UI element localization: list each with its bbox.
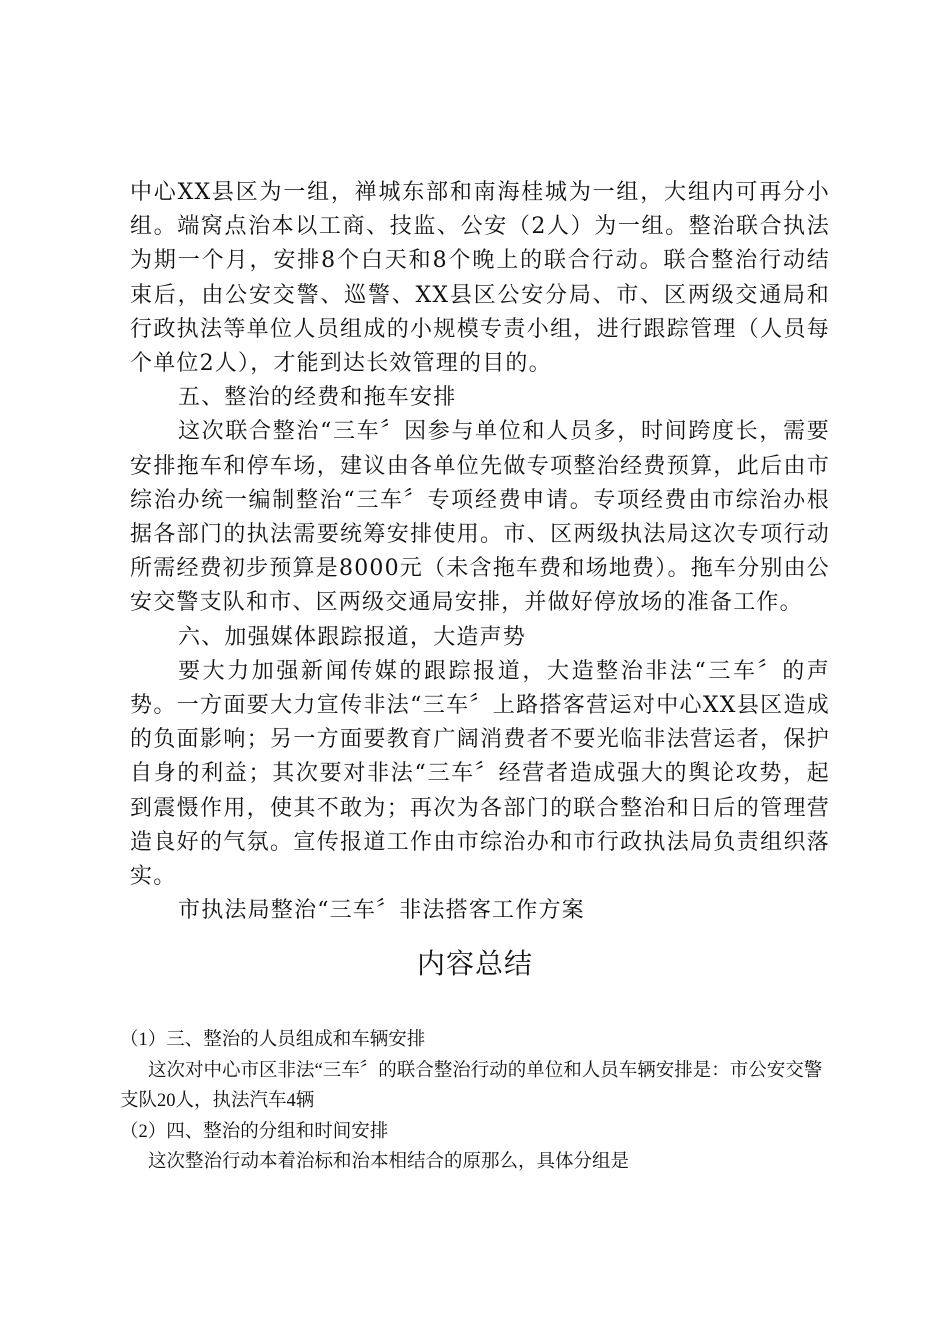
section-heading-media: 六、加强媒体跟踪报道，大造声势 — [178, 624, 527, 650]
summary-point: （2）四、整治的分组和时间安排 — [120, 1121, 389, 1142]
paragraph-grouping-continuation: 中心XX县区为一组，禅城东部和南海桂城为一组，大组内可再分小组。端窝点治本以工商、技监、公安（2人）为一组。整治联合执法为期一个月，安排8个白天和8个晚上的联合行动。联合整治行动结束后，由公安交警、巡警、XX县区公安分局、市、区两级交通局和行政执法等单位人员组成的小规模专责小组，进行跟踪管理（人员每个单位2人），才能到达长效管理的目的。 — [130, 180, 830, 377]
document-closing-title: 市执法局整治“三车〞非法搭客工作方案 — [178, 898, 585, 924]
summary-point: （1）三、整治的人员组成和车辆安排 — [120, 1030, 426, 1050]
summary-detail: 这次整治行动本着治标和治本相结合的原那么，具体分组是 — [148, 1152, 630, 1172]
section-heading-funding: 五、整治的经费和拖车安排 — [178, 385, 457, 411]
paragraph-media: 要大力加强新闻传媒的跟踪报道，大造整治非法“三车〞的声势。一方面要大力宣传非法“三车〞上路搭客营运对中心XX县区造成的负面影响；另一方面要教育广阔消费者不要光临非法营运者，保护自身的利益；其次要对非法“三车〞经营者造成强大的舆论攻势，起到震慑作用，使其不敢为；再次为各部门的联合整治和日后的管理营造良好的气氛。宣传报道工作由市综治办和市行政执法局负责组织落实。 — [130, 658, 830, 890]
summary-detail: 这次对中心市区非法“三车〞的联合整治行动的单位和人员车辆安排是：市公安交警支队20人，执法汽车4辆 — [120, 1060, 823, 1111]
summary-section — [120, 1025, 832, 1178]
paragraph-funding: 这次联合整治“三车〞因参与单位和人员多，时间跨度长，需要安排拖车和停车场，建议由各单位先做专项整治经费预算，此后由市综治办统一编制整治“三车〞专项经费申请。专项经费由市综治办根据各部门的执法需要统筹安排使用。市、区两级执法局这次专项行动所需经费初步预算是8000元（未含拖车费和场地费）。拖车分别由公安交警支队和市、区两级交通局安排，并做好停放场的准备工作。 — [130, 419, 830, 616]
document-body — [130, 176, 830, 928]
summary-title: 内容总结 — [416, 947, 533, 980]
